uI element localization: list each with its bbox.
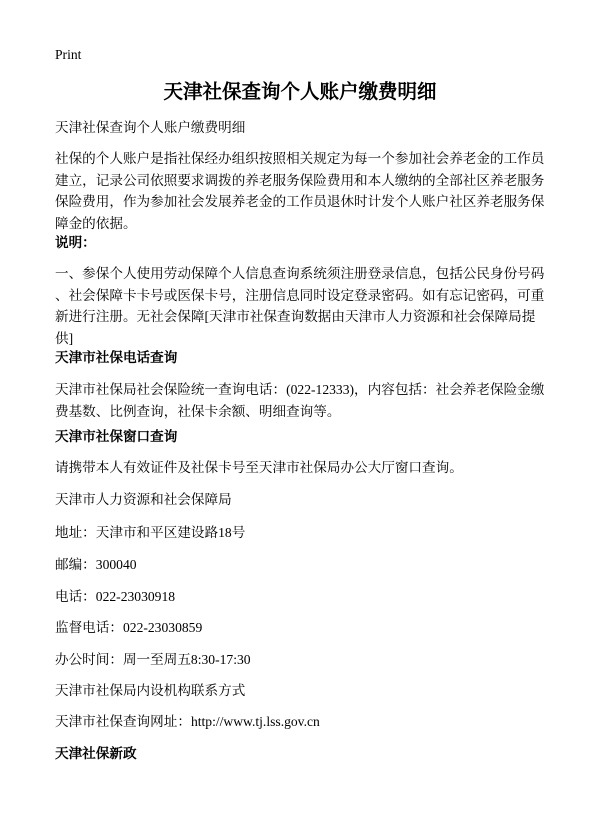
address-value: 天津市和平区建设路18号	[95, 525, 246, 540]
paragraph-line: 新进行注册。无社会保障[天津市社保查询数据由天津市人力资源和社会保障局提	[55, 309, 536, 325]
supervision-phone-line	[55, 617, 202, 639]
office-hours-line	[55, 649, 251, 671]
window-instruction: 请携带本人有效证件及社保卡号至天津市社保局办公大厅窗口查询。	[55, 460, 463, 475]
print-link[interactable]: Print	[55, 47, 82, 62]
page-title: 天津社保查询个人账户缴费明细	[163, 82, 437, 103]
website-url: http://www.tj.lss.gov.cn	[190, 714, 320, 729]
postcode-label: 邮编：	[55, 557, 96, 572]
paragraph-line: 保险费用，作为参加社会发展养老金的工作员退休时计发个人账户社区养老服务保	[55, 194, 545, 210]
paragraph-line: 费基数、比例查询，社保卡余额、明细查询等。	[55, 403, 341, 419]
organization-name: 天津市人力资源和社会保障局	[55, 492, 232, 507]
paragraph-line: 建立，记录公司依照要求调拨的养老服务保险费用和本人缴纳的全部社区养老服务	[55, 172, 545, 188]
notes-heading: 说明：	[55, 235, 96, 250]
departments-contact: 天津市社保局内设机构联系方式	[55, 683, 246, 698]
paragraph-line: 供]	[55, 331, 74, 347]
paragraph-line: 天津市社保局社会保险统一查询电话：(022-12333)，内容包括：社会养老保险金缴	[55, 382, 545, 397]
intro-paragraph	[55, 148, 544, 235]
supervision-phone-label: 监督电话：	[55, 620, 123, 635]
paragraph-line: 社保的个人账户是指社保经办组织按照相关规定为每一个参加社会养老金的工作员	[55, 151, 545, 166]
window-section-heading: 天津市社保窗口查询	[55, 429, 178, 444]
paragraph-line: 一、参保个人使用劳动保障个人信息查询系统须注册登录信息，包括公民身份号码	[55, 266, 545, 281]
website-line	[55, 711, 320, 733]
lead-text: 天津社保查询个人账户缴费明细	[55, 120, 246, 135]
phone-section-paragraph	[55, 379, 544, 422]
paragraph-line: 障金的依据。	[55, 216, 137, 232]
notes-paragraph	[55, 263, 544, 350]
paragraph-line: 、社会保障卡卡号或医保卡号，注册信息同时设定登录密码。如有忘记密码，可重	[55, 287, 545, 303]
website-label: 天津市社保查询网址：	[55, 714, 191, 729]
office-hours-label: 办公时间：	[55, 652, 123, 667]
postcode-line	[55, 554, 137, 576]
address-label: 地址：	[55, 525, 96, 540]
phone-line	[55, 586, 175, 608]
phone-label: 电话：	[55, 589, 96, 604]
office-hours-value: 周一至周五8:30-17:30	[122, 652, 251, 667]
postcode-value: 300040	[95, 557, 137, 572]
phone-value: 022-23030918	[95, 589, 176, 604]
supervision-phone-value: 022-23030859	[122, 620, 203, 635]
phone-section-heading: 天津市社保电话查询	[55, 350, 178, 365]
new-policy-heading: 天津社保新政	[55, 746, 137, 761]
address-line	[55, 522, 245, 544]
